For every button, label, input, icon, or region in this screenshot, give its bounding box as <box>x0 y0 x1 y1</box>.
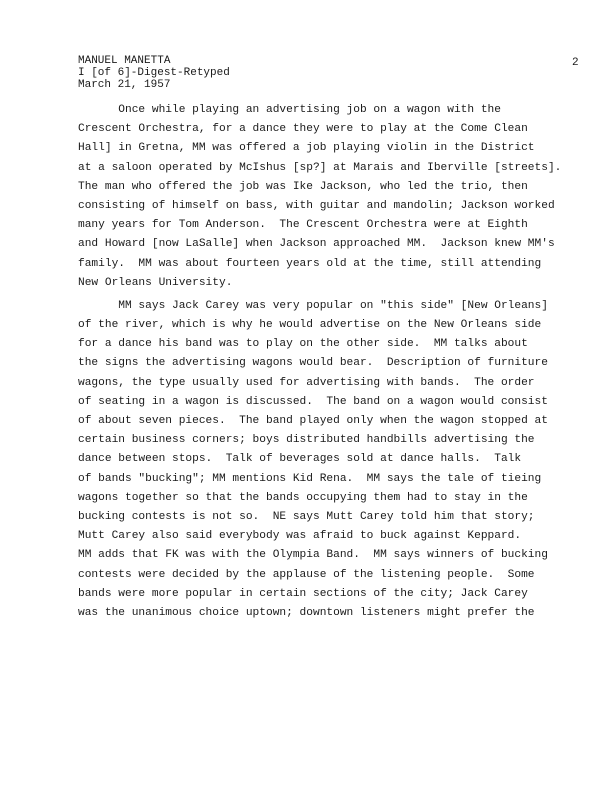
text-line: was the unanimous choice uptown; downtown listeners might prefer the <box>78 606 535 619</box>
text-line: consisting of himself on bass, with guitar and mandolin; Jackson worked <box>78 199 555 212</box>
text-line: dance between stops. Talk of beverages sold at dance halls. Talk <box>78 453 522 466</box>
text-line: wagons, the type usually used for advertising with bands. The order <box>78 376 535 389</box>
document-body <box>78 101 612 623</box>
paragraph-1 <box>78 101 612 293</box>
header-name: MANUEL MANETTA <box>78 55 171 67</box>
text-line: the signs the advertising wagons would bear. Description of furniture <box>78 357 548 370</box>
text-line: MM adds that FK was with the Olympia Band. MM says winners of bucking <box>78 549 548 562</box>
text-line: New Orleans University. <box>78 276 233 289</box>
text-line: certain business corners; boys distributed handbills advertising the <box>78 434 535 447</box>
text-line: of bands "bucking"; MM mentions Kid Rena. MM says the tale of tieing <box>78 472 542 485</box>
header-reel: I [of 6]-Digest-Retyped <box>78 67 230 79</box>
text-line: Hall] in Gretna, MM was offered a job playing violin in the District <box>78 142 535 155</box>
text-line: of the river, which is why he would advertise on the New Orleans side <box>78 319 542 332</box>
text-line: of about seven pieces. The band played only when the wagon stopped at <box>78 415 548 427</box>
text-line: family. MM was about fourteen years old at the time, still attending <box>78 257 542 270</box>
text-line: of seating in a wagon is discussed. The band on a wagon would consist <box>78 395 548 408</box>
page-number: 2 <box>572 57 579 69</box>
text-line: The man who offered the job was Ike Jackson, who led the trio, then <box>78 180 528 193</box>
text-line: Mutt Carey also said everybody was afraid to buck against Keppard. <box>78 530 522 543</box>
text-line: Once while playing an advertising job on a wagon with the <box>78 104 501 116</box>
text-line: for a dance his band was to play on the other side. MM talks about <box>78 338 528 351</box>
text-line: bucking contests is not so. NE says Mutt Carey told him that story; <box>78 510 535 523</box>
text-line: wagons together so that the bands occupying them had to stay in the <box>78 491 528 504</box>
text-line: contests were decided by the applause of the listening people. Some <box>78 568 535 581</box>
text-line: and Howard [now LaSalle] when Jackson approached MM. Jackson knew MM's <box>78 238 555 251</box>
document-header <box>78 55 230 91</box>
text-line: bands were more popular in certain sections of the city; Jack Carey <box>78 587 528 600</box>
text-line: Crescent Orchestra, for a dance they were to play at the Come Clean <box>78 123 528 136</box>
text-line: MM says Jack Carey was very popular on "this side" [New Orleans] <box>78 299 548 312</box>
text-line: at a saloon operated by McIshus [sp?] at Marais and Iberville [streets]. <box>78 161 562 174</box>
header-date: March 21, 1957 <box>78 79 171 91</box>
paragraph-2 <box>78 297 612 623</box>
text-line: many years for Tom Anderson. The Crescent Orchestra were at Eighth <box>78 219 528 232</box>
